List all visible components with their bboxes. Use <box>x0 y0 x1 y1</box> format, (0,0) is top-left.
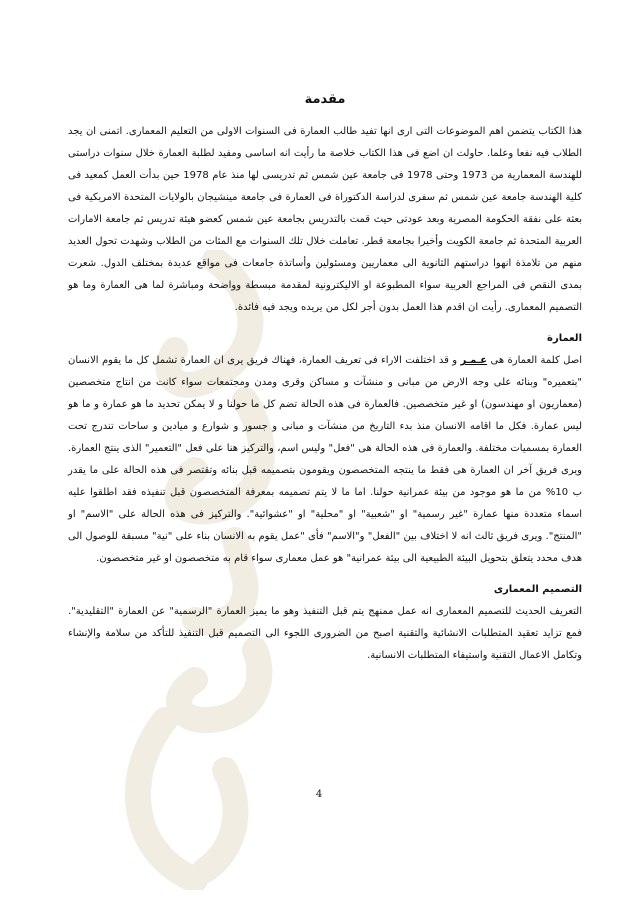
architecture-paragraph-start: اصل كلمة العمارة هى <box>490 355 582 366</box>
page-number: 4 <box>315 789 323 800</box>
document-content <box>68 92 582 667</box>
architecture-paragraph <box>68 350 582 570</box>
architecture-paragraph-rest: و قد اختلفت الاراء فى تعريف العمارة، فهناك فريق يرى ان العمارة تشمل كل ما يقوم الانسان "بتعميره" وبنائه على وجه الارض من مبانى و منشآت و مساكن وقرى ومدن ومجتمعات سواء كانت من انتاج متخصصين (معماريون او مهندسون) او غير متخصصين. فالعمارة فى هذه الحالة تضم كل ما حولنا و لا يمكن تحديد ما هو عمارة و ما هو ليس عمارة. فكل ما اقامه الانسان منذ بدء التاريخ من منشآت و مبانى و جسور و شوارع و ميادين و ساحات تندرج تحت العمارة بمسميات مختلفة. والعمارة فى هذه الحالة هى "فعل" وليس اسم، والتركيز هنا على فعل "التعمير" الذى ينتج العمارة. ويرى فريق آخر ان العمارة هى فقط ما ينتجه المتخصصون ويقومون بتصميمه قبل بنائه وتقتصر فى هذه الحالة على ما يقدر ب 10% من ما هو موجود من بيئة عمرانية حولنا. اما ما لا يتم تصميمه بمعرفة المتخصصون قبل تنفيذه فقد اطلقوا عليه اسماء متعددة منها عمارة "غير رسمية" او "شعبية" او "محلية" او "عشوائية". والتركيز فى هذه الحالة على "الاسم" او "المنتج". ويرى فريق ثالث انه لا اختلاف بين "الفعل" و"الاسم" فأى "عمل يقوم به الانسان بناء على "نية" مسبقة للوصول الى هدف محدد يتعلق بتحويل البيئة الطبيعية الى بيئة عمرانية" هو عمل معمارى سواء قام به متخصصون او غير متخصصون. <box>68 355 583 564</box>
section-heading-architectural-design: التصميم المعمارى <box>493 584 582 595</box>
page-title: مقدمة <box>304 92 346 107</box>
underlined-root-word: عـمـر <box>460 355 488 366</box>
intro-paragraph: هذا الكتاب يتضمن اهم الموضوعات التى ارى انها تفيد طالب العمارة فى السنوات الاولى من التعليم المعمارى. اتمنى ان يجد الطلاب فيه نفعا وعلما. حاولت ان اضع فى هذا الكتاب خلاصة ما رأيت انه اساسى ومفيد لطلبة العمارة خلال سنوات دراستى للهندسة المعمارية من 1973 وحتى 1978 فى جامعة عين شمس ثم تدريسى لها منذ عام 1978 حين بدأت العمل كمعيد فى كلية الهندسة جامعة عين شمس ثم سفرى لدراسة الدكتوراة فى العمارة فى جامعة مينشيجان بالولايات المتحدة الامريكية فى بعثة على نفقة الحكومة المصرية وبعد عودتى حيث قمت بالتدريس بجامعة عين شمس كعضو هيئة تدريس ثم جامعة الامارات العربية المتحدة ثم جامعة الكويت وأخيرا بجامعة قطر. تعاملت خلال تلك السنوات مع المئات من الطلاب وشهدت تحول العديد منهم من تلامذة انهوا دراستهم الثانوية الى معماريين ومسئولين وأساتذة جامعات فى مواقع عديدة بمختلف الدول. شعرت بمدى النقص فى المراجع العربية سواء المطبوعة او الاليكترونية لمقدمة مبسطة وواضحة ومباشرة لما هى العمارة وما هو التصميم المعمارى. رأيت ان اقدم هذا العمل بدون أجر لكل من يريده ويجد فيه فائدة. <box>68 126 582 313</box>
section-heading-architecture: العمارة <box>547 333 582 344</box>
architectural-design-paragraph: التعريف الحديث للتصميم المعمارى انه عمل ممنهج يتم قبل التنفيذ وهو ما يميز العمارة "الرسمية" عن العمارة "التقليدية". فمع تزايد تعقيد المتطلبات الانشائية والتقنية اصبح من الضرورى اللجوء الى التصميم قبل التنفيذ للتأكد من سلامة والإنشاء وتكامل الاعمال التقنية واستيفاء المتطلبات الانسانية. <box>68 606 582 661</box>
